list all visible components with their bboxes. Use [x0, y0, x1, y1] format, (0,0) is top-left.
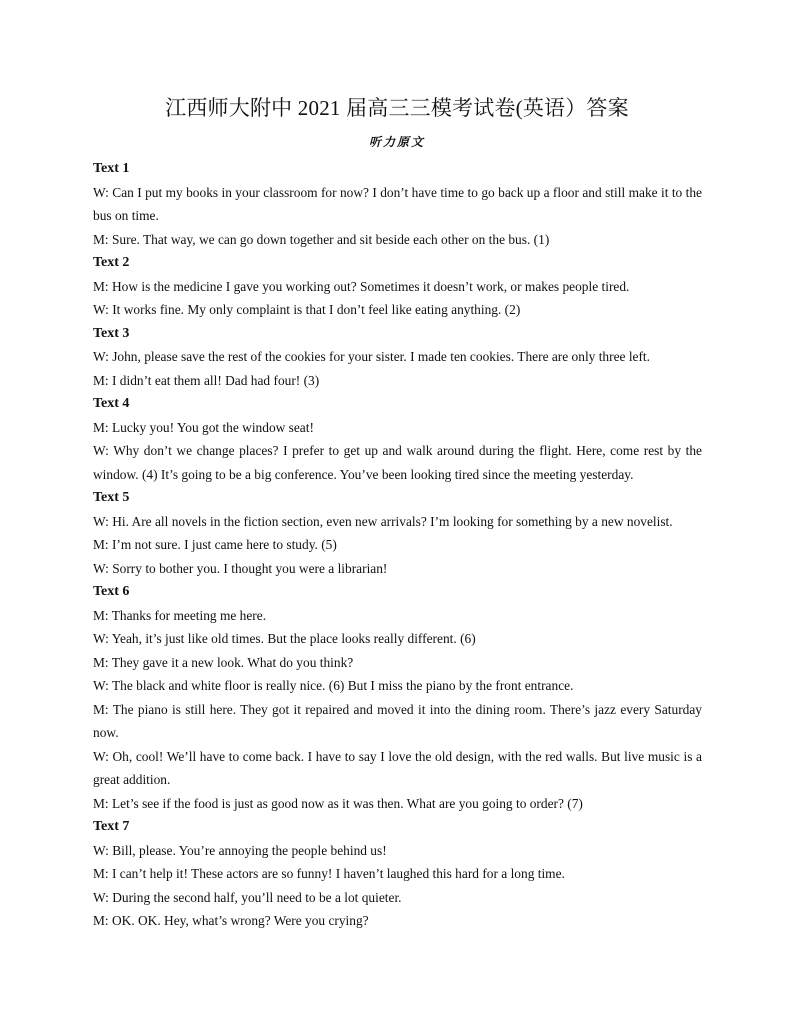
dialogue-line: M: Let’s see if the food is just as good now as it was then. What are you going to order? (7) — [93, 795, 583, 811]
section-text-4 — [93, 392, 702, 486]
section-text-1 — [93, 157, 702, 251]
dialogue-line: M: Thanks for meeting me here. — [93, 607, 267, 623]
dialogue-line: W: Oh, cool! We’ll have to come back. I have to say I love the old design, with the red walls. But live music is a great addition. — [93, 748, 702, 787]
section-heading: Text 6 — [93, 584, 130, 599]
dialogue-line: M: I didn’t eat them all! Dad had four! (3) — [93, 372, 320, 388]
dialogue-line: W: It works fine. My only complaint is that I don’t feel like eating anything. (2) — [93, 302, 521, 317]
section-text-7 — [93, 815, 702, 933]
section-text-5 — [93, 486, 702, 580]
section-heading: Text 1 — [93, 161, 130, 176]
dialogue-line: M: I’m not sure. I just came here to study. (5) — [93, 537, 337, 552]
dialogue-line: M: OK. OK. Hey, what’s wrong? Were you crying? — [93, 913, 369, 928]
dialogue-line: M: I can’t help it! These actors are so funny! I haven’t laughed this hard for a long time. — [93, 866, 565, 881]
section-text-6 — [93, 580, 702, 815]
section-text-2 — [93, 251, 702, 322]
section-heading: Text 2 — [93, 255, 130, 270]
section-heading: Text 4 — [93, 396, 130, 411]
dialogue-line: W: Hi. Are all novels in the fiction section, even new arrivals? I’m looking for something by a new novelist. — [93, 513, 673, 529]
section-heading: Text 7 — [93, 819, 130, 834]
document-subtitle: 听力原文 — [368, 135, 425, 149]
section-text-3 — [93, 322, 702, 393]
dialogue-line: M: They gave it a new look. What do you think? — [93, 654, 354, 670]
dialogue-line: W: Yeah, it’s just like old times. But the place looks really different. (6) — [93, 631, 476, 646]
dialogue-line: W: Can I put my books in your classroom for now? I don’t have time to go back up a floor and still make it to the bus on time. — [93, 184, 702, 223]
dialogue-line: W: Why don’t we change places? I prefer to get up and walk around during the flight. Here, come rest by the window. (4) It’s going to be a big conference. You’ve been looking tired since the meeting yesterday. — [93, 443, 702, 482]
dialogue-line: M: How is the medicine I gave you working out? Sometimes it doesn’t work, or makes people tired. — [93, 278, 630, 294]
dialogue-line: M: The piano is still here. They got it repaired and moved it into the dining room. There’s jazz every Saturday now. — [93, 701, 702, 740]
dialogue-line: W: The black and white floor is really nice. (6) But I miss the piano by the front entrance. — [93, 678, 574, 693]
dialogue-line: W: Bill, please. You’re annoying the people behind us! — [93, 842, 387, 858]
section-heading: Text 5 — [93, 490, 130, 505]
section-heading: Text 3 — [93, 325, 130, 341]
dialogue-line: M: Sure. That way, we can go down together and sit beside each other on the bus. (1) — [93, 231, 550, 247]
dialogue-line: W: During the second half, you’ll need to be a lot quieter. — [93, 889, 402, 905]
dialogue-line: M: Lucky you! You got the window seat! — [93, 419, 314, 435]
document-title: 江西师大附中 2021 届高三三模考试卷(英语）答案 — [165, 96, 629, 120]
transcript-content — [93, 157, 702, 933]
dialogue-line: W: Sorry to bother you. I thought you were a librarian! — [93, 560, 388, 576]
dialogue-line: W: John, please save the rest of the cookies for your sister. I made ten cookies. There are only three left. — [93, 349, 651, 364]
